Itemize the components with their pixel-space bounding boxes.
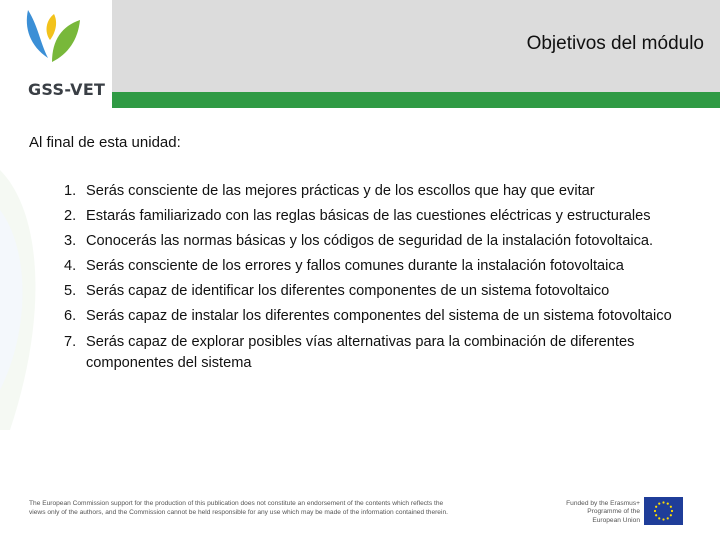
eu-flag-icon [644, 497, 683, 525]
list-item-text: Serás consciente de las mejores prácticas y de los escollos que hay que evitar [86, 183, 595, 199]
logo [0, 0, 112, 108]
objectives-list [64, 181, 674, 378]
list-item-text: Serás capaz de instalar los diferentes componentes del sistema de un sistema fotovoltaico [86, 308, 672, 325]
list-item-text: Conocerás las normas básicas y los códigos de seguridad de la instalación fotovoltaica. [86, 233, 654, 250]
list-item-text: Estarás familiarizado con las reglas básicas de las cuestiones eléctricas y estructurales [86, 208, 651, 225]
list-number: 6. [64, 308, 77, 325]
list-number: 5. [64, 283, 77, 300]
list-item [64, 181, 674, 203]
list-item [64, 231, 674, 253]
header-accent-bar [112, 92, 720, 108]
eu-disclaimer-text: The European Commission support for the production of this publication does not constitute an endorsement of the contents which reflects the views only of the authors, and the Commission cannot be held responsible for any use which may be made of the information contained therein. [29, 500, 448, 516]
list-number: 4. [64, 258, 77, 275]
gss-vet-leaf-logo-icon [18, 6, 88, 76]
list-item [64, 332, 674, 375]
list-item [64, 281, 674, 303]
list-number: 1. [64, 183, 77, 199]
list-item [64, 306, 674, 328]
logo-text: GSS-VET [28, 80, 106, 99]
list-item-text: Serás consciente de los errores y fallos comunes durante la instalación fotovoltaica [86, 258, 624, 275]
list-number: 3. [64, 233, 77, 250]
funded-by-text: Funded by the Erasmus+ Programme of the European Union [566, 500, 640, 524]
page-title: Objetivos del módulo [526, 33, 704, 54]
intro-text: Al final de esta unidad: [29, 134, 181, 151]
list-item-text: Serás capaz de explorar posibles vías alternativas para la combinación de diferentes componentes del sistema [86, 333, 635, 372]
list-item [64, 256, 674, 278]
list-number: 2. [64, 208, 77, 225]
list-item-text: Serás capaz de identificar los diferentes componentes de un sistema fotovoltaico [86, 283, 610, 300]
list-number: 7. [64, 333, 77, 350]
list-item [64, 206, 674, 228]
